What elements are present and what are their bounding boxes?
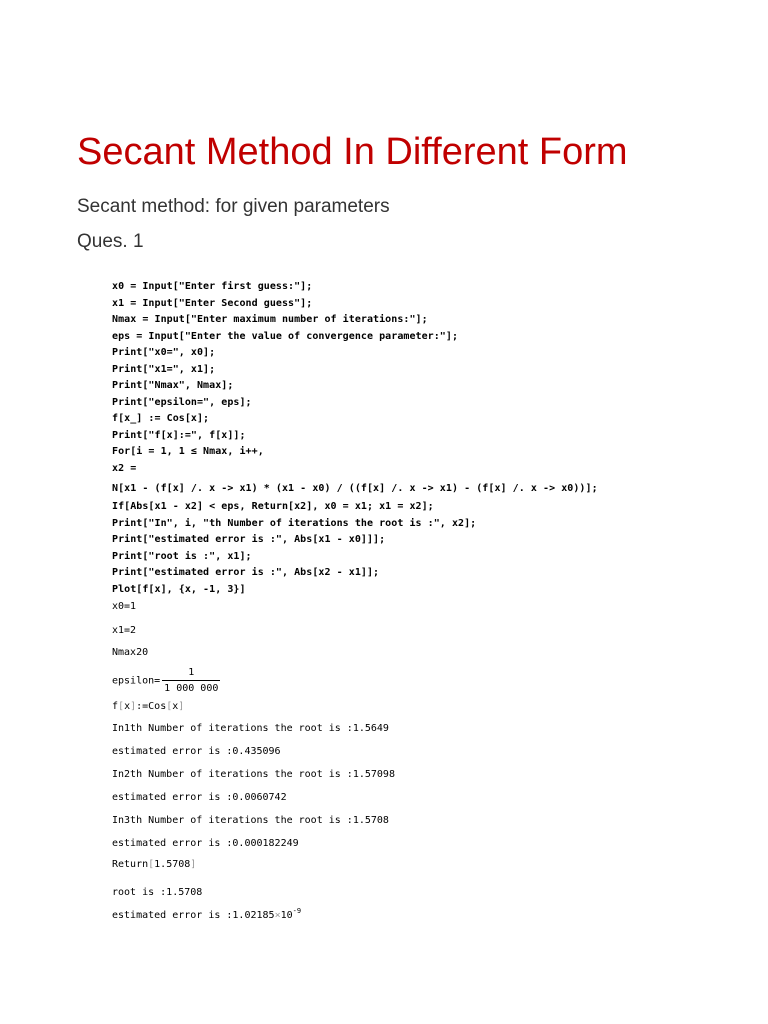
output-x1: x1=2 [112, 625, 137, 636]
times-symbol: × [274, 910, 281, 921]
page-title: Secant Method In Different Form [77, 131, 628, 173]
output-root: root is :1.5708 [112, 887, 203, 898]
epsilon-denominator: 1 000 000 [164, 683, 219, 694]
fx-right-bracket: ] [130, 701, 137, 712]
code-line: Print["epsilon=", eps]; [112, 396, 252, 408]
output-error-1: estimated error is :0.435096 [112, 746, 281, 757]
cos-variable: x [172, 701, 179, 712]
fx-left-bracket: [ [118, 701, 125, 712]
return-left-bracket: [ [148, 859, 155, 870]
output-iteration-2: In2th Number of iterations the root is :1.57098 [112, 769, 395, 780]
code-line: Print["In", i, "th Number of iterations the root is :", x2]; [112, 517, 477, 529]
output-error-2: estimated error is :0.0060742 [112, 792, 287, 803]
cos-right-bracket: ] [178, 701, 185, 712]
fx-variable: x [124, 701, 131, 712]
output-x0: x0=1 [112, 601, 137, 612]
code-line: Print["root is :", x1]; [112, 550, 252, 562]
code-line: Print["x0=", x0]; [112, 347, 216, 358]
output-epsilon [112, 666, 220, 695]
code-line: Print["x1=", x1]; [112, 363, 216, 375]
final-error-text: estimated error is :1.02185 [112, 910, 275, 921]
code-line: Print["estimated error is :", Abs[x1 - x0]]]; [112, 534, 386, 545]
code-block [112, 279, 672, 598]
epsilon-numerator: 1 [162, 666, 220, 681]
output-return [112, 858, 196, 871]
question-heading: Ques. 1 [77, 231, 144, 252]
output-iteration-3: In3th Number of iterations the root is :1.5708 [112, 815, 389, 826]
code-line: For[i = 1, 1 ≤ Nmax, i++, [112, 446, 264, 457]
fx-assign-cos: :=Cos [136, 701, 167, 712]
epsilon-fraction [162, 666, 220, 695]
code-line: Nmax = Input["Enter maximum number of iterations:"]; [112, 314, 428, 325]
section-subtitle: Secant method: for given parameters [77, 196, 390, 217]
code-line: N[x1 - (f[x] /. x -> x1) * (x1 - x0) / ((f[x] /. x -> x1) - (f[x] /. x -> x0))]; [112, 483, 598, 494]
power-base: 10 [280, 910, 293, 921]
fx-function: f [112, 701, 119, 712]
code-line: x1 = Input["Enter Second guess"]; [112, 297, 313, 309]
code-line: Print["f[x]:=", f[x]]; [112, 429, 246, 441]
epsilon-label: epsilon= [112, 675, 161, 687]
code-line: Print["Nmax", Nmax]; [112, 380, 234, 391]
code-line: eps = Input["Enter the value of convergence parameter:"]; [112, 330, 459, 342]
code-line: f[x_] := Cos[x]; [112, 413, 210, 424]
return-function: Return [112, 859, 149, 870]
output-fx [112, 700, 184, 713]
return-right-bracket: ] [190, 859, 197, 870]
output-error-3: estimated error is :0.000182249 [112, 838, 299, 849]
power-exponent: -9 [292, 907, 302, 915]
output-nmax: Nmax20 [112, 647, 149, 658]
code-line: Plot[f[x], {x, -1, 3}] [112, 583, 246, 595]
code-line: If[Abs[x1 - x2] < eps, Return[x2], x0 = x1; x1 = x2]; [112, 501, 434, 512]
return-value: 1.5708 [154, 859, 191, 870]
code-line: Print["estimated error is :", Abs[x2 - x1]]; [112, 567, 380, 578]
output-iteration-1: In1th Number of iterations the root is :1.5649 [112, 723, 389, 734]
output-final-error [112, 909, 301, 922]
code-line: x2 = [112, 462, 137, 474]
cos-left-bracket: [ [166, 701, 173, 712]
code-line: x0 = Input["Enter first guess:"]; [112, 281, 313, 292]
